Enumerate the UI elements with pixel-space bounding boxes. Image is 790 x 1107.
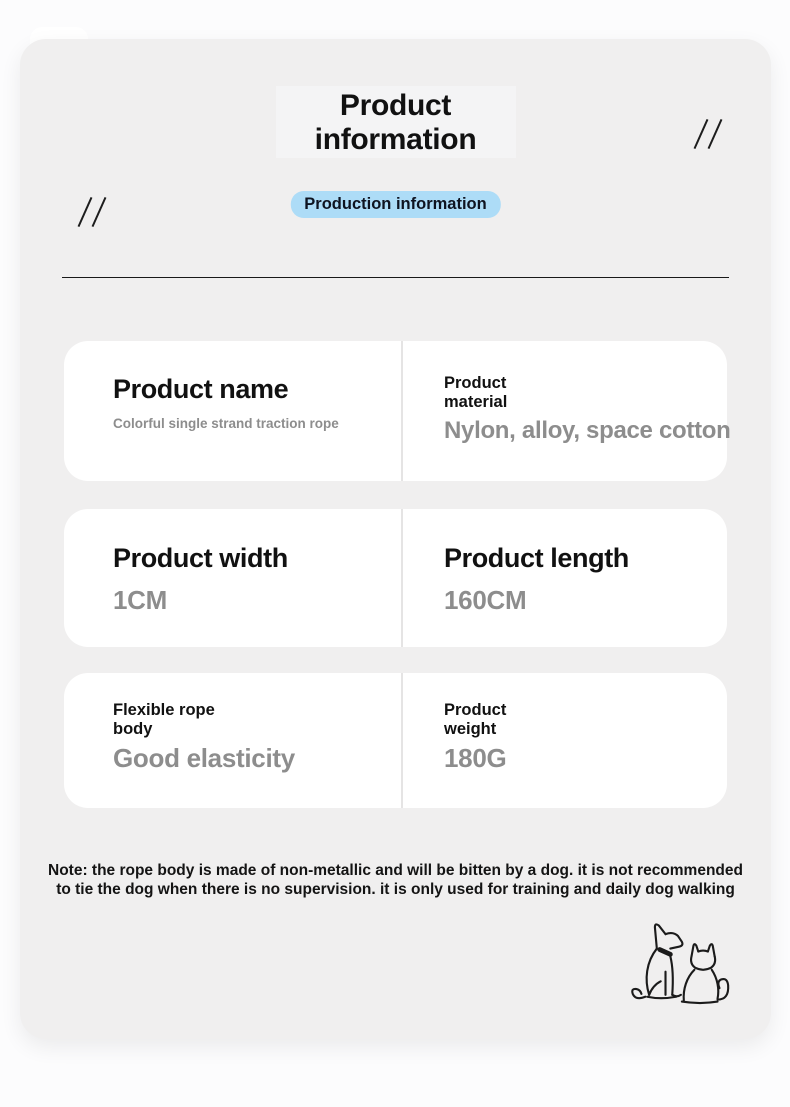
slash-mark [694, 119, 709, 149]
double-slash-icon [76, 196, 116, 230]
info-card-elasticity-weight [64, 673, 727, 808]
flexible-rope-label: Flexible rope body [113, 701, 215, 738]
product-length-value: 160CM [444, 585, 527, 615]
elasticity-value: Good elasticity [113, 743, 295, 773]
slash-mark [708, 119, 723, 149]
dog-and-cat-icon [626, 915, 732, 1013]
slash-mark [92, 197, 107, 227]
product-name-label: Product name [113, 374, 289, 404]
usage-note: Note: the rope body is made of non-metallic and will be bitten by a dog. it is not recommended to tie the dog when there is no supervision. it is only used for training and daily dog walking [48, 862, 743, 898]
info-panel [20, 39, 771, 1039]
info-card-width-length [64, 509, 727, 647]
product-material-label: Product material [444, 374, 508, 411]
product-width-value: 1CM [113, 585, 167, 615]
product-name-value: Colorful single strand traction rope [113, 416, 339, 431]
product-length-label: Product length [444, 543, 629, 573]
card-divider [401, 509, 403, 647]
card-divider [401, 341, 403, 481]
card-divider [401, 673, 403, 808]
product-weight-value: 180G [444, 743, 507, 773]
product-width-label: Product width [113, 543, 288, 573]
info-card-name-material [64, 341, 731, 481]
page-title: Product information [314, 89, 477, 156]
slash-mark [78, 197, 93, 227]
horizontal-rule [62, 277, 729, 278]
double-slash-icon [692, 118, 732, 152]
product-weight-label: Product weight [444, 701, 507, 738]
product-material-value: Nylon, alloy, space cotton [444, 417, 731, 444]
section-badge: Production information [290, 191, 500, 218]
dog-icon [632, 924, 682, 998]
cat-icon [682, 944, 728, 1003]
